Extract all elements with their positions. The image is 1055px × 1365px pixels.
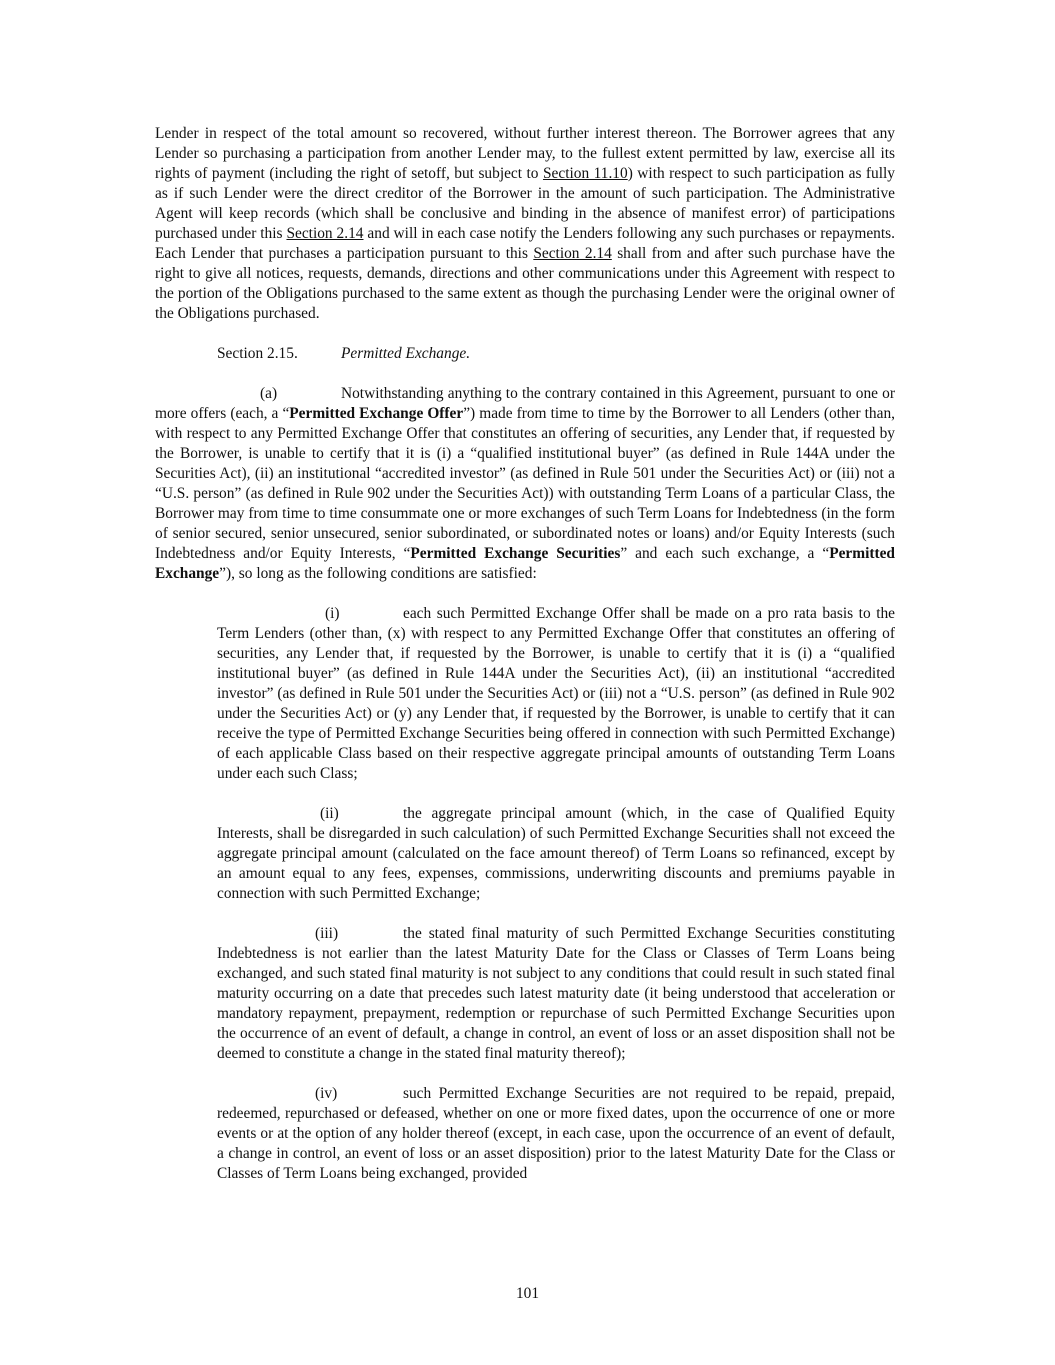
defined-term: Permitted Exchange Offer bbox=[289, 405, 464, 422]
section-reference-2-14: Section 2.14 bbox=[533, 245, 612, 262]
item-label: (iii) bbox=[315, 925, 339, 942]
paragraph-a bbox=[155, 384, 895, 584]
continuation-paragraph bbox=[155, 124, 895, 324]
section-reference-11-10: Section 11.10 bbox=[542, 165, 628, 182]
item-text: each such Permitted Exchange Offer shall be made on a pro rata basis to the Term Lenders (other than, (x) with respect to any Permitted Exchange Offer that constitutes an offering of securities, any Lender that, if requested by the Borrower, is unable to certify that it is (i) a “qualified institutional buyer” (as defined in Rule 144A under the Securities Act), (ii) an institutional “accredited investor” (as defined in Rule 501 under the Securities Act) or (iii) not a “U.S. person” (as defined in Rule 902 under the Securities Act) or (y) any Lender that, if requested by the Borrower, is unable to certify that it can receive the type of Permitted Exchange Securities being offered in connection with such Permitted Exchange) of each applicable Class based on their respective aggregate principal amounts of outstanding Term Loans under each such Class; bbox=[217, 605, 895, 782]
item-label: (iv) bbox=[315, 1085, 338, 1102]
text: Lender in respect of the total amount so recovered, without further interest thereon. The Borrower agrees that any Lender so purchasing a participation from another Lender may, to the fullest extent permitted by law, exercise all its rights of payment (including the right of setoff, but subject to bbox=[155, 125, 895, 182]
defined-term: Permitted Exchange Securities bbox=[410, 545, 621, 562]
item-text: the aggregate principal amount (which, in the case of Qualified Equity Interests, shall be disregarded in such calculation) of such Permitted Exchange Securities shall not exceed the aggregate principal amount (calculated on the face amount thereof) of Term Loans so refinanced, except by an amount equal to any fees, expenses, commissions, underwriting discounts and premiums payable in connection with such Permitted Exchange; bbox=[217, 805, 895, 902]
text: Notwithstanding anything to the contrary contained in this Agreement, pursuant to one or more offers (each, a “ bbox=[155, 385, 895, 422]
item-text: such Permitted Exchange Securities are not required to be repaid, prepaid, redeemed, repurchased or defeased, whether on one or more fixed dates, upon the occurrence of one or more events or at the option of any holder thereof (except, in each case, upon the occurrence of an event of default, a change in control, an event of loss or an asset disposition) prior to the latest Maturity Date for the Class or Classes of Term Loans being exchanged, provided bbox=[217, 1085, 895, 1182]
paragraph-label: (a) bbox=[260, 385, 278, 402]
item-label: (ii) bbox=[320, 805, 339, 822]
item-text: the stated final maturity of such Permitted Exchange Securities constituting Indebtedness is not earlier than the latest Maturity Date for the Class or Classes of Term Loans being exchanged, and such stated final maturity is not subject to any conditions that could result in such stated final maturity occurring on a date that precedes such latest maturity date (it being understood that acceleration or mandatory repayment, prepayment, redemption or repurchase of such Permitted Exchange Securities upon the occurrence of an event of default, a change in control, an event of loss or an asset disposition shall not be deemed to constitute a change in the stated final maturity thereof); bbox=[217, 925, 895, 1062]
section-heading bbox=[155, 344, 895, 364]
list-item bbox=[217, 924, 895, 1064]
text: ” and each such exchange, a “ bbox=[620, 545, 830, 562]
list-item bbox=[217, 804, 895, 904]
text: ”) made from time to time by the Borrower to all Lenders (other than, with respect to any Permitted Exchange Offer that constitutes an offering of securities, any Lender that, if requested by the Borrower, is unable to certify that it is (i) a “qualified institutional buyer” (as defined in Rule 144A under the Securities Act), (ii) an institutional “accredited investor” (as defined in Rule 501 under the Securities Act) or (iii) not a “U.S. person” (as defined in Rule 902 under the Securities Act)) with outstanding Term Loans of a particular Class, the Borrower may from time to time consummate one or more exchanges of such Term Loans for Indebtedness (in the form of senior secured, senior unsecured, senior subordinated, or subordinated notes or loans) and/or Equity Interests (such Indebtedness and/or Equity Interests, “ bbox=[155, 405, 896, 562]
text: and will in each case notify the Lenders following any such purchases or repayments. Each Lender that purchases a participation pursuant to this bbox=[155, 225, 895, 262]
section-title: Permitted Exchange. bbox=[341, 345, 471, 362]
page-number: 101 bbox=[515, 1285, 540, 1302]
list-item bbox=[217, 1084, 895, 1184]
text: ) with respect to such participation as fully as if such Lender were the direct creditor of the Borrower in the amount of such participation. The Administrative Agent will keep records (which shall be conclusive and binding in the absence of manifest error) of participations purchased under this bbox=[155, 165, 895, 242]
section-reference-2-14: Section 2.14 bbox=[286, 225, 364, 242]
item-label: (i) bbox=[325, 605, 340, 622]
document-page bbox=[155, 124, 895, 1204]
list-item bbox=[217, 604, 895, 784]
text: ”), so long as the following conditions are satisfied: bbox=[219, 565, 537, 582]
section-number: Section 2.15. bbox=[217, 345, 298, 362]
defined-term: Permitted Exchange bbox=[155, 545, 895, 582]
text: shall from and after such purchase have the right to give all notices, requests, demands, directions and other communications under this Agreement with respect to the portion of the Obligations purchased to the same extent as though the purchasing Lender were the original owner of the Obligations purchased. bbox=[155, 245, 895, 322]
